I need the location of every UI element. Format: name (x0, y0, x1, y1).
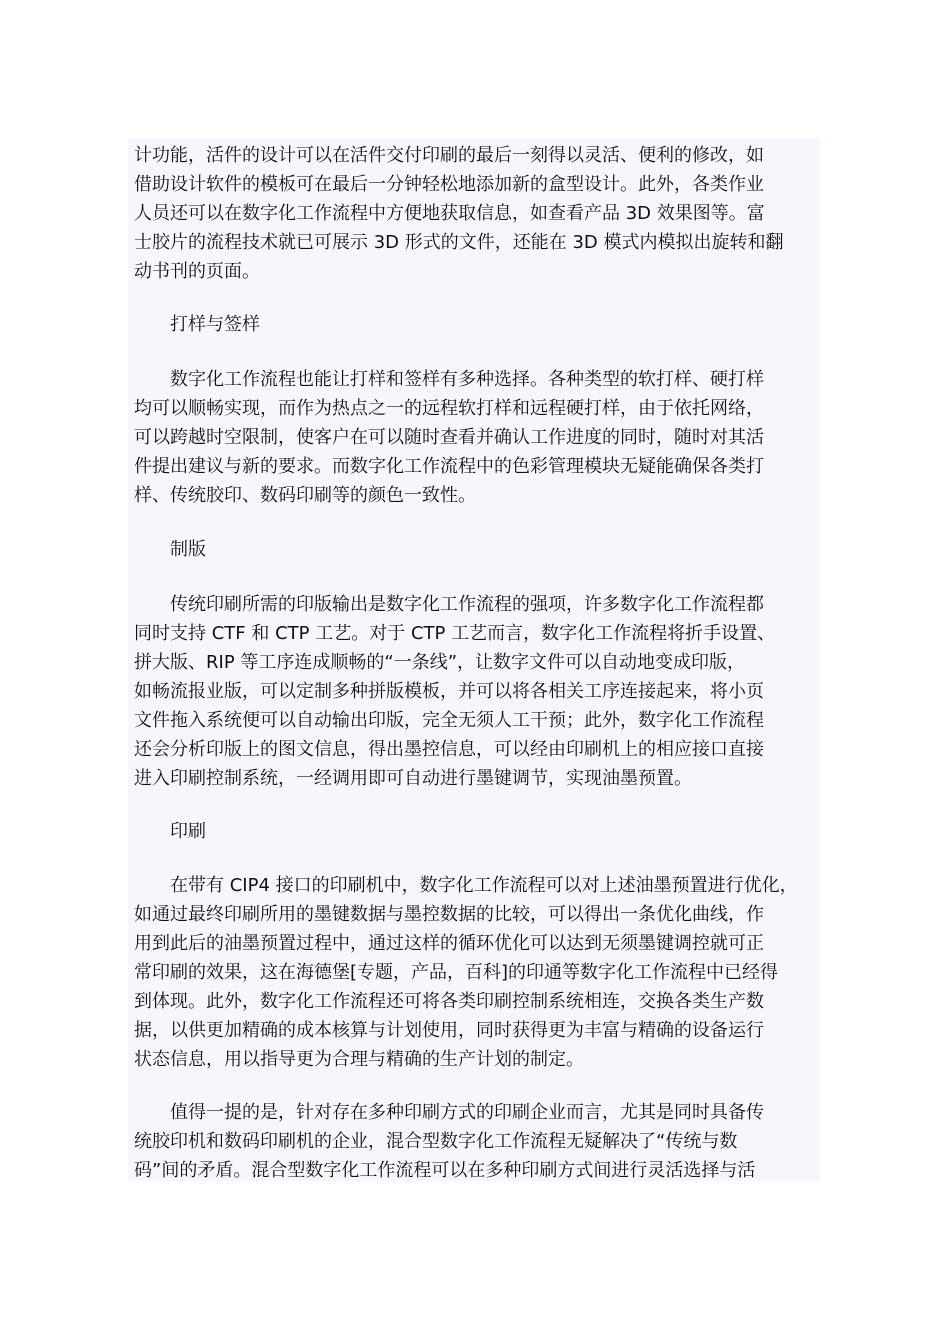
body-line: 样、传统胶印、数码印刷等的颜色一致性。 (134, 485, 476, 506)
body-line: 常印刷的效果，这在海德堡[专题，产品，百科]的印通等数字化工作流程中已经得 (134, 962, 779, 983)
body-line: 值得一提的是，针对存在多种印刷方式的印刷企业而言，尤其是同时具备传 (170, 1102, 764, 1123)
body-line: 在带有 CIP4 接口的印刷机中，数字化工作流程可以对上述油墨预置进行优化， (170, 875, 798, 896)
body-line: 统胶印机和数码印刷机的企业，混合型数字化工作流程无疑解决了“传统与数 (134, 1131, 738, 1152)
body-line: 如畅流报业版，可以定制多种拼版模板，并可以将各相关工序连接起来，将小页 (134, 681, 764, 702)
body-line: 进入印刷控制系统，一经调用即可自动进行墨键调节，实现油墨预置。 (134, 768, 692, 789)
body-line: 到体现。此外，数字化工作流程还可将各类印刷控制系统相连，交换各类生产数 (134, 991, 764, 1012)
section-heading-platemaking: 制版 (170, 539, 206, 560)
body-line: 还会分析印版上的图文信息，得出墨控信息，可以经由印刷机上的相应接口直接 (134, 739, 764, 760)
body-line: 传统印刷所需的印版输出是数字化工作流程的强项，许多数字化工作流程都 (170, 594, 764, 615)
body-line: 码”间的矛盾。混合型数字化工作流程可以在多种印刷方式间进行灵活选择与活 (134, 1160, 756, 1181)
body-line: 数字化工作流程也能让打样和签样有多种选择。各种类型的软打样、硬打样 (170, 369, 764, 390)
body-line: 均可以顺畅实现，而作为热点之一的远程软打样和远程硬打样，由于依托网络， (134, 398, 764, 419)
body-line: 据，以供更加精确的成本核算与计划使用，同时获得更为丰富与精确的设备运行 (134, 1020, 764, 1041)
section-heading-proofing: 打样与签样 (170, 314, 260, 335)
body-line: 士胶片的流程技术就已可展示 3D 形式的文件，还能在 3D 模式内模拟出旋转和翻 (134, 232, 784, 253)
body-line: 拼大版、RIP 等工序连成顺畅的“一条线”，让数字文件可以自动地变成印版， (134, 652, 746, 673)
body-line: 借助设计软件的模板可在最后一分钟轻松地添加新的盒型设计。此外，各类作业 (134, 174, 764, 195)
body-line: 用到此后的油墨预置过程中，通过这样的循环优化可以达到无须墨键调控就可正 (134, 933, 764, 954)
body-line: 文件拖入系统便可以自动输出印版，完全无须人工干预；此外，数字化工作流程 (134, 710, 764, 731)
body-line: 计功能，活件的设计可以在活件交付印刷的最后一刻得以灵活、便利的修改，如 (134, 145, 764, 166)
section-heading-printing: 印刷 (170, 821, 206, 842)
body-line: 件提出建议与新的要求。而数字化工作流程中的色彩管理模块无疑能确保各类打 (134, 456, 764, 477)
body-line: 可以跨越时空限制，使客户在可以随时查看并确认工作进度的同时，随时对其活 (134, 427, 764, 448)
body-line: 人员还可以在数字化工作流程中方便地获取信息，如查看产品 3D 效果图等。富 (134, 203, 765, 224)
body-line: 状态信息，用以指导更为合理与精确的生产计划的制定。 (134, 1049, 584, 1070)
article-text-block (128, 138, 820, 1181)
body-line: 如通过最终印刷所用的墨键数据与墨控数据的比较，可以得出一条优化曲线，作 (134, 904, 764, 925)
body-line: 动书刊的页面。 (134, 261, 260, 282)
body-line: 同时支持 CTF 和 CTP 工艺。对于 CTP 工艺而言，数字化工作流程将折手设置、 (134, 623, 776, 644)
